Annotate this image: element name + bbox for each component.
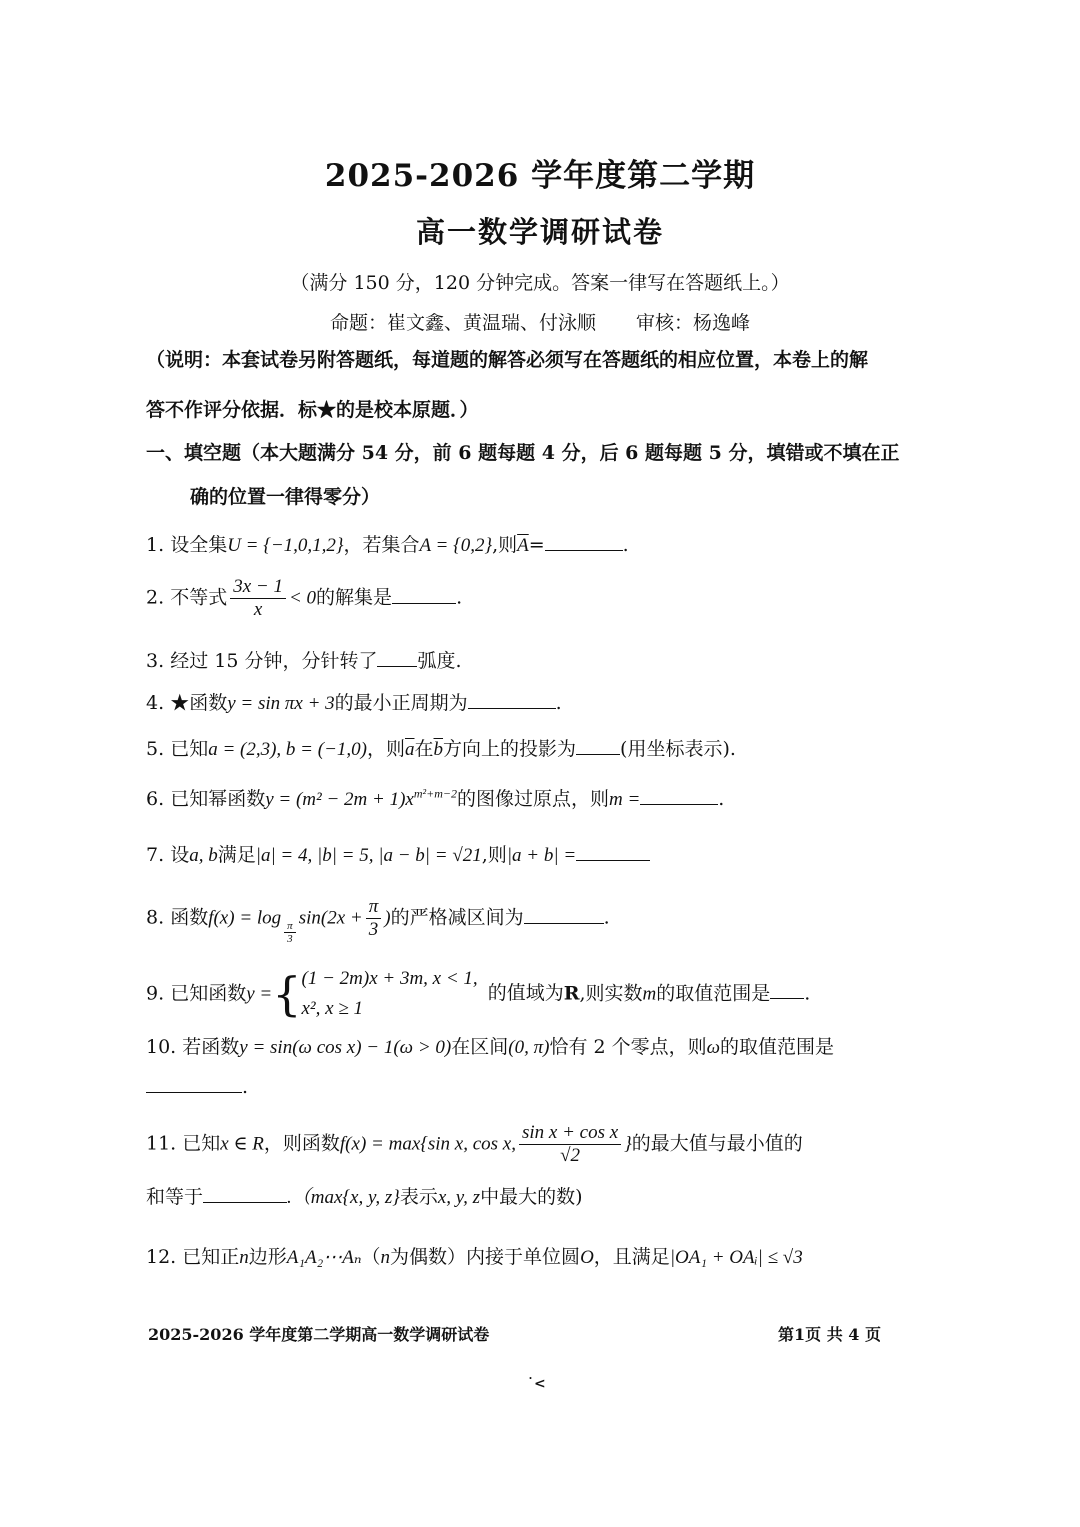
question-5: 5. 已知a = (2,3), b = (−1,0)，则$\overline{a}$在$\overline{b}$方向上的投影为 (用坐标表示).	[146, 738, 736, 760]
answer-blank	[576, 842, 650, 861]
question-7: 7. 设a, b满足|a| = 4, |b| = 5, |a − b| = √21,则|a + b| =	[146, 840, 650, 867]
reviewer: 审核：杨逸峰	[636, 312, 751, 334]
answer-blank	[392, 585, 456, 604]
answer-blank	[576, 736, 620, 755]
scan-mark: ˙<	[527, 1376, 546, 1392]
footer-title: 2025-2026 学年度第二学期高一数学调研试卷	[148, 1325, 490, 1344]
exam-title-term: 2025-2026 学年度第二学期	[324, 158, 756, 194]
log-base-fraction: $\frac{\pi}{3}$	[284, 920, 296, 945]
question-3: 3. 经过 15 分钟，分针转了 弧度.	[146, 650, 462, 672]
piecewise-cases: (1 − 2m)x + 3m, x < 1, x², x ≥ 1	[301, 968, 478, 1020]
question-4: 4. ★函数y = sin πx + 3的最小正周期为 .	[146, 692, 562, 714]
answer-blank	[377, 648, 417, 667]
question-1: 1. 设全集U = {−1,0,1,2}，若集合A = {0,2},则$\overline{A}=$ .	[146, 534, 629, 556]
answer-blank	[146, 1074, 242, 1093]
answer-blank	[468, 690, 556, 709]
question-10-answer: .	[146, 1074, 248, 1098]
fraction: $\frac{3x - 1}{x}$	[230, 576, 286, 621]
left-brace-icon: {	[272, 967, 302, 1022]
answer-blank	[545, 532, 623, 551]
answer-blank	[524, 905, 604, 924]
question-2: 2. 不等式 $\frac{3x - 1}{x}$ < 0的解集是 .	[146, 576, 463, 620]
section-heading: 一、填空题（本大题满分 54 分，前 6 题每题 4 分，后 6 题每题 5 分，填错或不填在正	[146, 442, 900, 464]
question-9: 9. 已知函数y ={ (1 − 2m)x + 3m, x < 1, x², x ≥ 1 的值域为R,则实数m的取值范围是 .	[146, 964, 810, 1025]
answer-blank	[640, 786, 718, 805]
authors-line	[0, 308, 1080, 335]
instructions-line1: （说明：本套试卷另附答题纸，每道题的解答必须写在答题纸的相应位置，本卷上的解	[146, 349, 869, 371]
instructions-line2: 答不作评分依据．标★的是校本原题．）	[146, 399, 479, 421]
fraction: $\frac{\pi}{3}$	[366, 896, 382, 941]
question-8: 8. 函数f(x) = log $\frac{\pi}{3}$ sin(2x + $\frac{\pi}{3}$ )的严格减区间为 .	[146, 896, 610, 945]
exam-note: （满分 150 分，120 分钟完成。答案一律写在答题纸上。）	[290, 272, 790, 294]
answer-blank	[770, 980, 804, 999]
question-10: 10. 若函数y = sin(ω cos x) − 1(ω > 0)在区间(0, π)恰有 2 个零点，则ω的取值范围是	[146, 1036, 835, 1058]
page-number: 第1页 共 4 页	[778, 1325, 881, 1344]
exam-title-subject: 高一数学调研试卷	[415, 215, 664, 249]
question-12: 12. 已知正n边形A₁A₂⋯Aₙ（n为偶数）内接于单位圆O，且满足|OA₁ + OAᵢ| ≤ √3	[146, 1246, 803, 1268]
fraction: $\frac{\text{sin x + cos x}}{√2}$	[519, 1122, 621, 1167]
answer-blank	[203, 1184, 287, 1203]
authors: 命题：崔文鑫、黄温瑞、付泳顺	[329, 312, 596, 334]
question-6: 6. 已知幂函数$y = (m^2 - 2m + 1)x^{m^2+m-2}$的图像过原点，则m = .	[146, 786, 725, 810]
question-11-cont: 和等于 .（max{x, y, z}表示x, y, z中最大的数)	[146, 1186, 583, 1208]
section-heading-cont: 确的位置一律得零分）	[190, 486, 381, 508]
question-11: 11. 已知x ∈ R，则函数f(x) = max{sin x, cos x, $\frac{\text{sin x + cos x}}{√2}$ }的最大值与最小值的	[146, 1122, 803, 1166]
